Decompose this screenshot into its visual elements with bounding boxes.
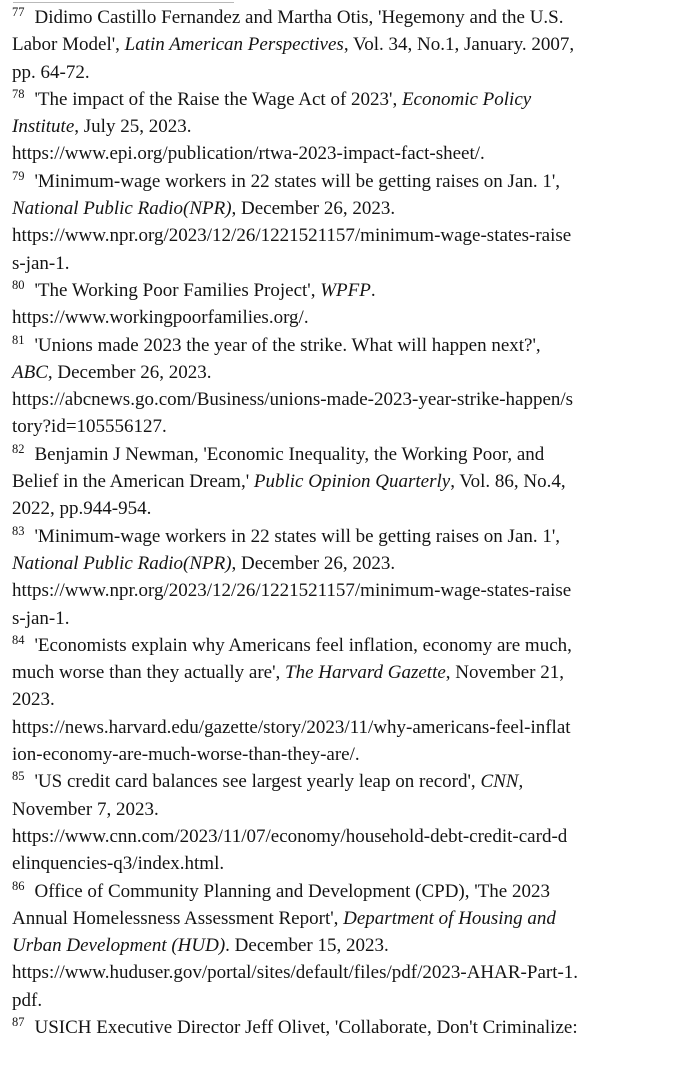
footnote-url: s-jan-1.: [12, 252, 70, 274]
footnote-line: [12, 495, 684, 522]
footnote-text: 'The Working Poor Families Project',: [34, 279, 321, 301]
footnote-77: [12, 4, 684, 86]
footnote-text: 'Economists explain why Americans feel inflation, economy are much,: [34, 634, 572, 656]
footnote-line: [12, 686, 684, 713]
footnote-source-italic: Public Opinion Quarterly: [253, 471, 451, 493]
footnote-source-italic: CNN: [480, 771, 519, 793]
footnote-source-italic: WPFP: [320, 279, 371, 301]
footnote-text: much worse than they actually are',: [12, 662, 286, 684]
footnote-url: https://www.epi.org/publication/rtwa-2023-impact-fact-sheet/.: [12, 143, 485, 165]
footnote-text: ,: [518, 771, 524, 793]
footnote-line: [12, 59, 684, 86]
footnote-87: [12, 1014, 684, 1041]
footnote-79: [12, 168, 684, 277]
footnote-text: Labor Model',: [12, 34, 125, 56]
footnote-text: Benjamin J Newman, 'Economic Inequality, the Working Poor, and: [34, 443, 545, 465]
footnote-text: November 7, 2023.: [12, 798, 159, 820]
footnote-text: pp. 64-72.: [12, 61, 90, 83]
footnote-url: https://news.harvard.edu/gazette/story/2023/11/why-americans-feel-inflat: [12, 716, 571, 738]
footnote-url: https://www.npr.org/2023/12/26/1221521157/minimum-wage-states-raise: [12, 580, 572, 602]
footnote-source-italic: Urban Development (HUD): [12, 935, 226, 957]
footnote-source-italic: The Harvard Gazette: [285, 662, 446, 684]
footnote-text: , November 21,: [445, 662, 564, 684]
footnote-text: Annual Homelessness Assessment Report',: [12, 907, 344, 929]
footnote-url: tory?id=105556127.: [12, 416, 167, 438]
footnote-url: https://www.huduser.gov/portal/sites/default/files/pdf/2023-AHAR-Part-1.: [12, 962, 579, 984]
footnote-url: https://www.workingpoorfamilies.org/.: [12, 307, 309, 329]
footnote-line: [12, 659, 684, 686]
footnote-80: [12, 277, 684, 332]
footnote-source-italic: Economic Policy: [401, 88, 532, 110]
footnote-84: [12, 632, 684, 768]
footnote-list: [12, 4, 684, 1041]
footnote-text: , December 26, 2023.: [47, 361, 212, 383]
footnote-source-italic: Department of Housing and: [343, 907, 556, 929]
footnote-line: 81 'Unions made 2023 the year of the strike. What will happen next?',: [12, 332, 541, 356]
footnote-source-italic: National Public Radio(NPR): [12, 552, 232, 574]
footnote-line: [12, 113, 684, 140]
footnote-line: [12, 222, 684, 249]
footnote-line: [12, 796, 684, 823]
footnote-text: Belief in the American Dream,': [12, 471, 254, 493]
footnote-source-italic: ABC: [12, 361, 48, 383]
footnote-line: 84 'Economists explain why Americans feel inflation, economy are much,: [12, 632, 572, 656]
footnote-line: [12, 359, 684, 386]
footnote-text: 'Unions made 2023 the year of the strike. What will happen next?',: [34, 334, 541, 356]
footnote-text: , December 26, 2023.: [231, 552, 396, 574]
footnote-line: [12, 987, 684, 1014]
footnote-text: USICH Executive Director Jeff Olivet, 'Collaborate, Don't Criminalize:: [34, 1016, 578, 1038]
footnote-url: https://www.cnn.com/2023/11/07/economy/household-debt-credit-card-d: [12, 825, 568, 847]
footnote-line: [12, 905, 684, 932]
footnote-text: , Vol. 86, No.4,: [450, 471, 566, 493]
footnote-text: 'Minimum-wage workers in 22 states will be getting raises on Jan. 1',: [34, 170, 561, 192]
footnote-text: 2022, pp.944-954.: [12, 498, 152, 520]
footnote-line: [12, 850, 684, 877]
footnote-line: [12, 577, 684, 604]
footnote-78: [12, 86, 684, 168]
footnote-text: 'US credit card balances see largest yearly leap on record',: [34, 771, 481, 793]
footnote-source-italic: Institute: [12, 116, 75, 138]
footnote-url: s-jan-1.: [12, 607, 70, 629]
footnote-line: [12, 714, 684, 741]
footnote-url: elinquencies-q3/index.html.: [12, 853, 225, 875]
footnote-line: 83 'Minimum-wage workers in 22 states will be getting raises on Jan. 1',: [12, 523, 561, 547]
footnote-url: https://www.npr.org/2023/12/26/1221521157/minimum-wage-states-raise: [12, 225, 572, 247]
footnote-line: 82 Benjamin J Newman, 'Economic Inequality, the Working Poor, and: [12, 441, 545, 465]
footnote-82: [12, 441, 684, 523]
footnote-url: pdf.: [12, 989, 43, 1011]
footnote-line: [12, 413, 684, 440]
footnote-line: [12, 468, 684, 495]
footnote-text: 'Minimum-wage workers in 22 states will be getting raises on Jan. 1',: [34, 525, 561, 547]
footnote-line: [12, 31, 684, 58]
footnote-line: [12, 550, 684, 577]
footnote-source-italic: National Public Radio(NPR): [12, 198, 232, 220]
footnote-line: 80 'The Working Poor Families Project', WPFP.: [12, 277, 376, 301]
footnote-line: 85 'US credit card balances see largest yearly leap on record', CNN,: [12, 769, 524, 793]
footnote-text: , December 26, 2023.: [231, 198, 396, 220]
footnote-line: [12, 959, 684, 986]
footnote-text: 'The impact of the Raise the Wage Act of 2023',: [34, 88, 402, 110]
footnote-line: [12, 250, 684, 277]
footnote-line: [12, 741, 684, 768]
footnote-text: Office of Community Planning and Development (CPD), 'The 2023: [34, 880, 550, 902]
footnote-line: [12, 304, 684, 331]
footnote-source-italic: Latin American Perspectives: [124, 34, 344, 56]
footnote-text: Didimo Castillo Fernandez and Martha Otis, 'Hegemony and the U.S.: [34, 7, 564, 28]
footnote-83: [12, 523, 684, 632]
footnote-url: ion-economy-are-much-worse-than-they-are/.: [12, 744, 360, 766]
footnote-85: [12, 768, 684, 877]
footnote-text: . December 15, 2023.: [225, 935, 389, 957]
footnote-line: [12, 605, 684, 632]
footnote-line: 86 Office of Community Planning and Development (CPD), 'The 2023: [12, 878, 550, 902]
footnote-line: 79 'Minimum-wage workers in 22 states will be getting raises on Jan. 1',: [12, 168, 561, 192]
footnote-text: , Vol. 34, No.1, January. 2007,: [343, 34, 575, 56]
footnote-86: [12, 878, 684, 1014]
footnote-text: 2023.: [12, 689, 55, 711]
footnote-separator-rule: [13, 2, 234, 3]
footnote-line: [12, 140, 684, 167]
footnote-text: , July 25, 2023.: [74, 116, 192, 138]
footnote-line: [12, 823, 684, 850]
footnote-line: [12, 195, 684, 222]
footnote-line: [12, 386, 684, 413]
footnote-url: https://abcnews.go.com/Business/unions-made-2023-year-strike-happen/s: [12, 389, 574, 411]
footnote-line: [12, 932, 684, 959]
footnote-line: 87 USICH Executive Director Jeff Olivet, 'Collaborate, Don't Criminalize:: [12, 1014, 578, 1038]
footnote-line: 77 Didimo Castillo Fernandez and Martha Otis, 'Hegemony and the U.S.: [12, 5, 564, 28]
footnote-line: 78 'The impact of the Raise the Wage Act of 2023', Economic Policy: [12, 86, 532, 110]
footnote-81: [12, 332, 684, 441]
footnote-text: .: [370, 279, 376, 301]
